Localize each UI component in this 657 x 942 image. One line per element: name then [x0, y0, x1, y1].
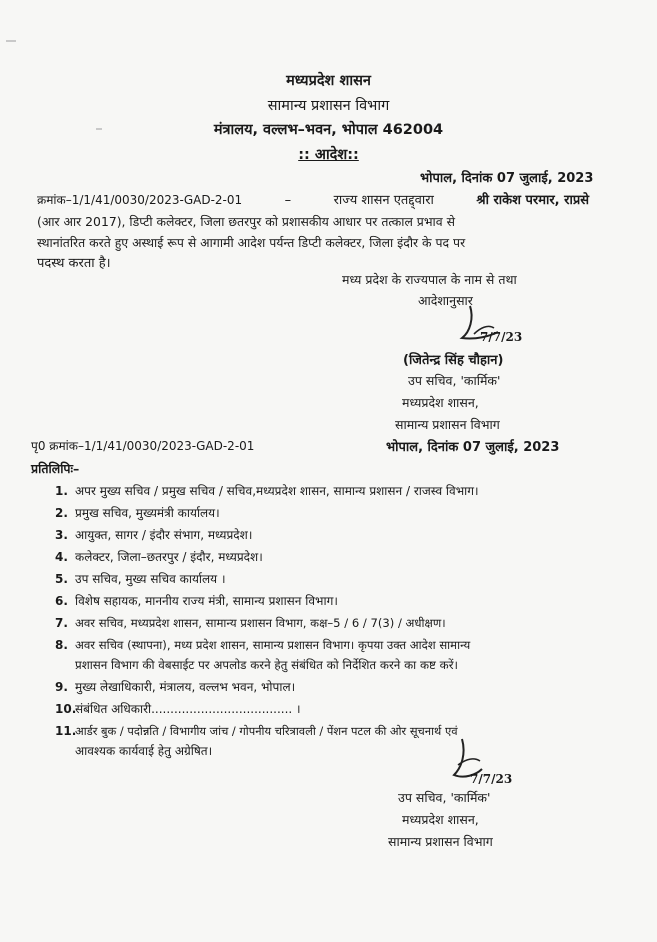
- signature-1-date: 7/7/23: [480, 330, 523, 344]
- header-line-2: सामान्य प्रशासन विभाग: [267, 98, 390, 114]
- list-item: 8. अवर सचिव (स्थापना), मध्य प्रदेश शासन, सामान्य प्रशासन विभाग। कृपया उक्त आदेश सामान्य: [55, 638, 471, 652]
- order-paragraph: [37, 190, 589, 274]
- list-item: 1. अपर मुख्य सचिव / प्रमुख सचिव / सचिव,मध्यप्रदेश शासन, सामान्य प्रशासन / राजस्व विभाग।: [55, 484, 479, 498]
- endorsement-date: भोपाल, दिनांक 07 जुलाई, 2023: [386, 440, 560, 455]
- list-item: 3. आयुक्त, सागर / इंदौर संभाग, मध्यप्रदेश।: [55, 528, 253, 542]
- copy-to-label: प्रतिलिपिः–: [31, 461, 80, 476]
- list-item-continuation: आवश्यक कार्यवाई हेतु अग्रेषित।: [75, 744, 213, 758]
- signatory-org-1: मध्यप्रदेश शासन,: [402, 395, 479, 410]
- order-line-3: स्थानांतरित करते हुए अस्थाई रूप से आगामी आदेश पर्यन्त डिप्टी कलेक्टर, जिला इंदौर के पद पर: [37, 235, 466, 250]
- authority-line-1: मध्य प्रदेश के राज्यपाल के नाम से तथा: [342, 272, 517, 287]
- officer-name: श्री राकेश परमार, राप्रसे: [476, 193, 589, 208]
- footer-org-1: मध्यप्रदेश शासन,: [402, 812, 479, 827]
- list-item: 5. उप सचिव, मुख्य सचिव कार्यालय ।: [55, 572, 226, 586]
- endorsement-ref: पृ0 क्रमांक–1/1/41/0030/2023-GAD-2-01: [31, 439, 255, 453]
- list-item: 6. विशेष सहायक, माननीय राज्य मंत्री, सामान्य प्रशासन विभाग।: [55, 594, 338, 608]
- list-item: 2. प्रमुख सचिव, मुख्यमंत्री कार्यालय।: [55, 506, 220, 520]
- order-ref: क्रमांक–1/1/41/0030/2023-GAD-2-01: [37, 193, 243, 207]
- order-dash: –: [284, 193, 292, 208]
- signatory-name: (जितेन्द्र सिंह चौहान): [403, 353, 504, 368]
- order-line-4: पदस्थ करता है।: [37, 256, 111, 271]
- header-line-3: मंत्रालय, वल्लभ–भवन, भोपाल 462004: [213, 122, 444, 138]
- header-line-1: मध्यप्रदेश शासन: [286, 73, 371, 89]
- list-item: 7. अवर सचिव, मध्यप्रदेश शासन, सामान्य प्रशासन विभाग, कक्ष–5 / 6 / 7(3) / अधीक्षण।: [55, 616, 446, 630]
- order-line-2: (आर आर 2017), डिप्टी कलेक्टर, जिला छतरपुर को प्रशासकीय आधार पर तत्काल प्रभाव से: [37, 214, 455, 229]
- list-item: 11.आर्डर बुक / पदोन्नति / विभागीय जांच / गोपनीय चरित्रावली / पेंशन पटल की ओर सूचनार्थ एवं: [55, 724, 458, 738]
- signature-2-date: 7/7/23: [470, 772, 513, 786]
- order-text-a: राज्य शासन एतद्द्वारा: [333, 193, 434, 208]
- copy-list: [55, 481, 595, 761]
- footer-designation: उप सचिव, 'कार्मिक': [398, 790, 491, 805]
- footer-org-2: सामान्य प्रशासन विभाग: [388, 834, 493, 849]
- signature-1: [440, 298, 530, 353]
- signatory-org-2: सामान्य प्रशासन विभाग: [395, 417, 500, 432]
- list-item: 10.संबंधित अधिकारी..................................... ।: [55, 702, 301, 716]
- signature-2: [440, 735, 520, 795]
- authority-line-2: आदेशानुसार: [418, 293, 473, 308]
- signatory-designation: उप सचिव, 'कार्मिक': [408, 373, 501, 388]
- order-title: :: आदेश::: [298, 147, 359, 163]
- list-item-continuation: प्रशासन विभाग की वेबसाईट पर अपलोड करने हेतु संबंधित को निर्देशित करने का कष्ट करें।: [75, 658, 459, 672]
- scan-mark: [6, 40, 16, 42]
- order-date: भोपाल, दिनांक 07 जुलाई, 2023: [420, 171, 594, 186]
- list-item: 4. कलेक्टर, जिला–छतरपुर / इंदौर, मध्यप्रदेश।: [55, 550, 263, 564]
- list-item: 9. मुख्य लेखाधिकारी, मंत्रालय, वल्लभ भवन, भोपाल।: [55, 680, 296, 694]
